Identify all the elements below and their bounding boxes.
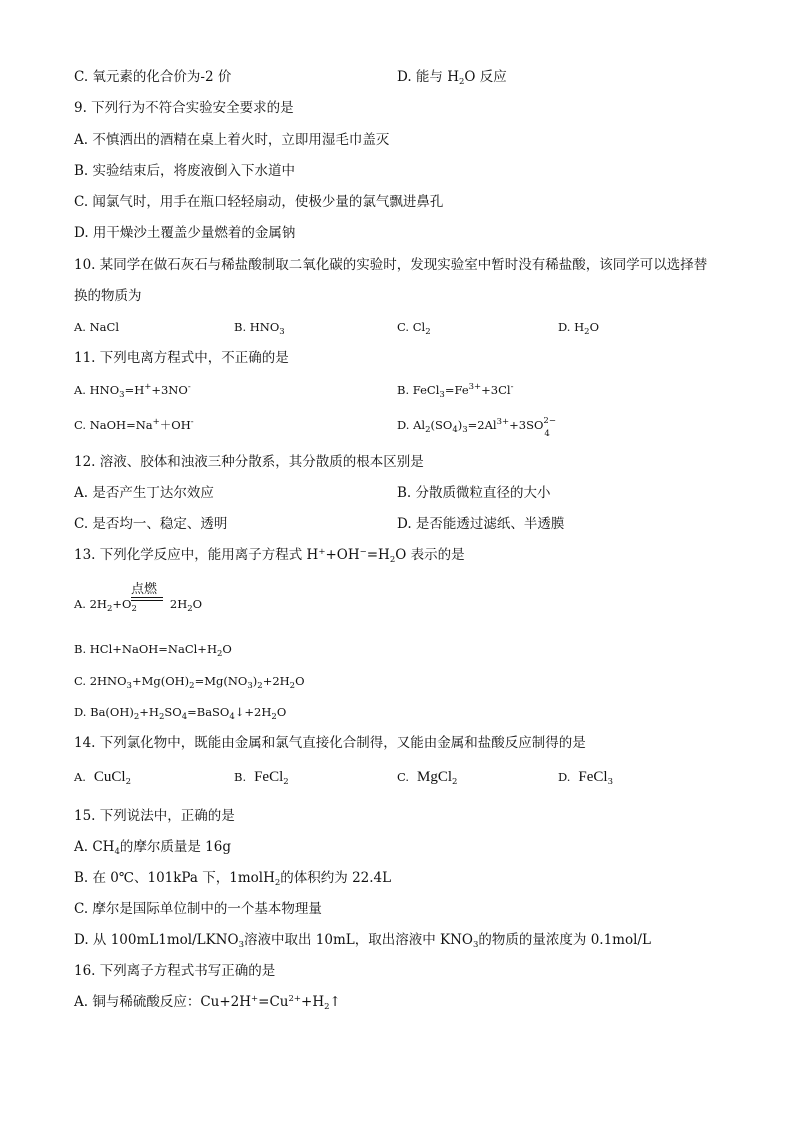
- q13-option-b: B. $HCl+NaOH=NaCl+H_2O$: [74, 642, 232, 659]
- q14-stem: 14. 下列氯化物中，既能由金属和氯气直接化合制得，又能由金属和盐酸反应制得的是: [74, 735, 586, 751]
- q12-option-c: C. 是否均一、稳定、透明: [74, 516, 228, 532]
- q10-stem-line2: 换的物质为: [74, 288, 142, 304]
- q10-stem-line1: 10. 某同学在做石灰石与稀盐酸制取二氧化碳的实验时，发现实验室中暂时没有稀盐酸，该同学可以选择替: [74, 257, 708, 273]
- q11-option-d: D. $Al_2(SO_4)_3=2Al^{3+}+3SO$ 2− 4: [397, 416, 556, 439]
- q11-option-b: B. $FeCl_3=Fe^{3+}+3Cl^-$: [397, 382, 514, 400]
- q8-option-d: D. 能与 $H_2O$ 反应: [397, 69, 507, 87]
- q14-option-c: C. MgCl$_2$: [397, 769, 458, 787]
- q14-option-a: A. CuCl$_2$: [74, 769, 132, 787]
- q16-option-a: A. 铜与稀硫酸反应：$Cu+2H^+=Cu^{2+}+H_2↑$: [74, 994, 341, 1012]
- q9-option-c: C. 闻氯气时，用手在瓶口轻轻扇动，使极少量的氯气飘进鼻孔: [74, 194, 444, 210]
- q11-stem: 11. 下列电离方程式中，不正确的是: [74, 350, 289, 366]
- q13-stem: 13. 下列化学反应中，能用离子方程式 $H^++OH^-=H_2O$ 表示的是: [74, 547, 465, 565]
- q13-option-a: A. $2H_2+O_2$ $2H_2O$: [74, 597, 203, 614]
- q12-option-d: D. 是否能透过滤纸、半透膜: [397, 516, 565, 532]
- q11-option-a: A. $HNO_3=H^++3NO^-$: [74, 382, 191, 400]
- q14-option-d: D. FeCl$_3$: [558, 769, 614, 787]
- q10-option-d: D. $H_2O$: [558, 320, 600, 337]
- q14-option-b: B. FeCl$_2$: [234, 769, 289, 787]
- q13-option-c: C. $2HNO_3+Mg(OH)_2=Mg(NO_3)_2+2H_2O$: [74, 674, 305, 691]
- q15-option-b: B. 在 0℃、101kPa 下，1molH$_2$的体积约为 22.4L: [74, 870, 392, 888]
- q10-option-c: C. $Cl_2$: [397, 320, 431, 337]
- q9-stem: 9. 下列行为不符合实验安全要求的是: [74, 100, 294, 116]
- q15-stem: 15. 下列说法中，正确的是: [74, 808, 235, 824]
- q8-option-c: C. 氧元素的化合价为-2 价: [74, 69, 232, 85]
- q9-option-b: B. 实验结束后，将废液倒入下水道中: [74, 163, 296, 179]
- q9-option-a: A. 不慎洒出的酒精在桌上着火时，立即用湿毛巾盖灭: [74, 132, 390, 148]
- q12-option-b: B. 分散质微粒直径的大小: [397, 485, 551, 501]
- q11-option-c: C. NaOH=Na+＋OH-: [74, 417, 194, 432]
- q15-option-a: A. $CH_4$的摩尔质量是 16g: [74, 839, 231, 857]
- q12-stem: 12. 溶液、胶体和浊液三种分散系，其分散质的根本区别是: [74, 454, 424, 470]
- q10-option-b: B. $HNO_3$: [234, 320, 285, 337]
- q9-option-d: D. 用干燥沙土覆盖少量燃着的金属钠: [74, 225, 296, 241]
- q15-option-c: C. 摩尔是国际单位制中的一个基本物理量: [74, 901, 322, 917]
- q13-option-d: D. $Ba(OH)_2+H_2SO_4=BaSO_4↓+2H_2O$: [74, 705, 287, 722]
- q16-stem: 16. 下列离子方程式书写正确的是: [74, 963, 276, 979]
- q15-option-d: D. 从 $100mL1mol/LKNO_3$溶液中取出 10mL，取出溶液中 $KNO_3$的物质的量浓度为 0.1mol/L: [74, 932, 651, 950]
- reaction-condition: 点燃: [131, 582, 158, 597]
- q12-option-a: A. 是否产生丁达尔效应: [74, 485, 214, 501]
- q10-option-a: A. NaCl: [74, 320, 120, 334]
